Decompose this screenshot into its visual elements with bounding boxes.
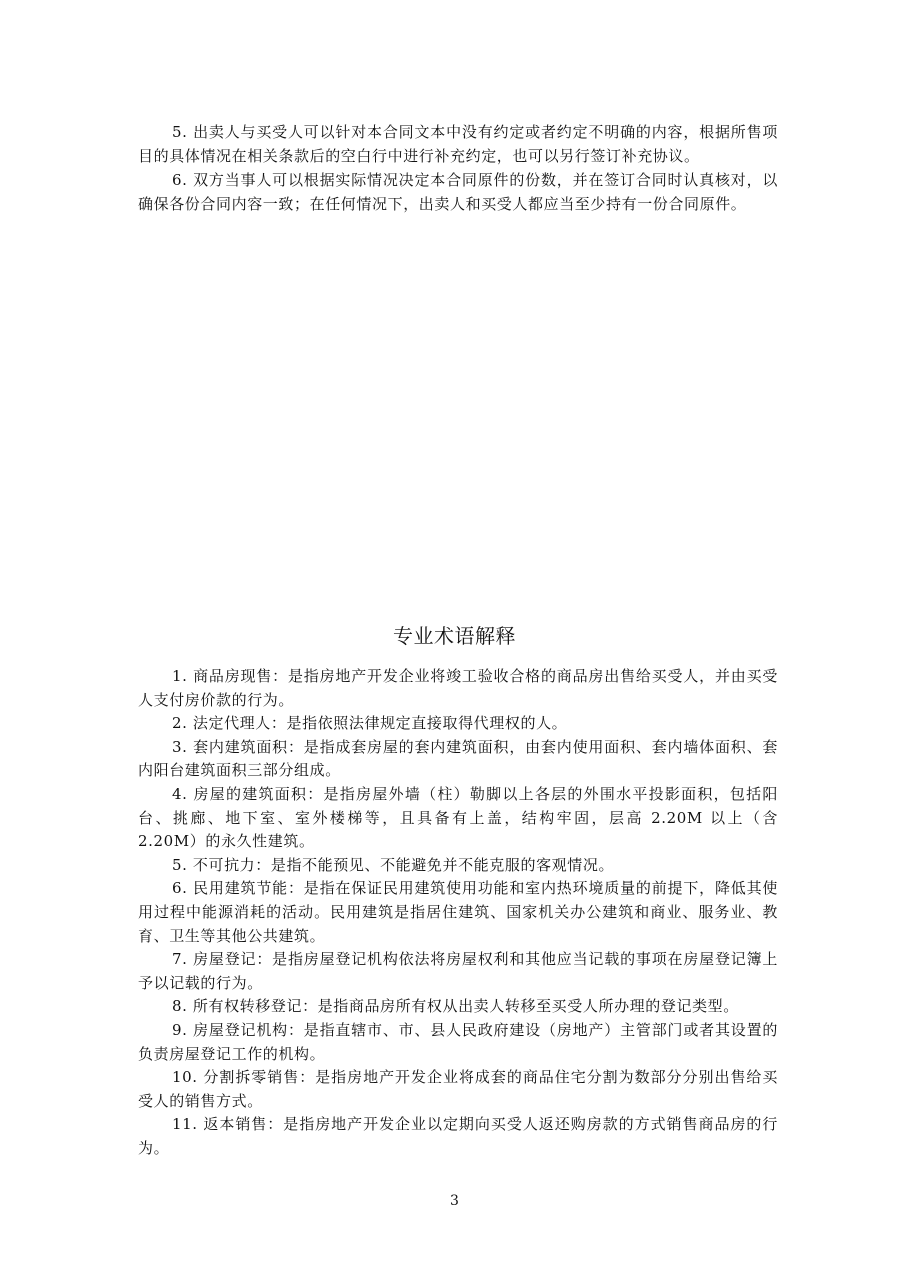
term-item: 4. 房屋的建筑面积：是指房屋外墙（柱）勒脚以上各层的外围水平投影面积，包括阳台、挑廊、地下室、室外楼梯等，且具备有上盖，结构牢固，层高 2.20M 以上（含 2.20M）的永久性建筑。 (138, 784, 778, 851)
page-number: 3 (450, 1193, 459, 1209)
term-item: 2. 法定代理人：是指依照法律规定直接取得代理权的人。 (172, 714, 568, 733)
term-item: 11. 返本销售：是指房地产开发企业以定期向买受人返还购房款的方式销售商品房的行为。 (138, 1115, 778, 1157)
term-item: 3. 套内建筑面积：是指成套房屋的套内建筑面积，由套内使用面积、套内墙体面积、套内阳台建筑面积三部分组成。 (138, 737, 778, 780)
term-item: 1. 商品房现售：是指房地产开发企业将竣工验收合格的商品房出售给买受人，并由买受人支付房价款的行为。 (138, 667, 778, 709)
terms-list (138, 665, 778, 1160)
term-item: 5. 不可抗力：是指不能预见、不能避免并不能克服的客观情况。 (172, 855, 615, 874)
intro-paragraph-6: 6. 双方当事人可以根据实际情况决定本合同原件的份数，并在签订合同时认真核对，以确保各份合同内容一致；在任何情况下，出卖人和买受人都应当至少持有一份合同原件。 (138, 171, 778, 213)
term-item: 9. 房屋登记机构：是指直辖市、市、县人民政府建设（房地产）主管部门或者其设置的负责房屋登记工作的机构。 (138, 1020, 778, 1063)
intro-paragraph-5: 5. 出卖人与买受人可以针对本合同文本中没有约定或者约定不明确的内容，根据所售项目的具体情况在相关条款后的空白行中进行补充约定，也可以另行签订补充协议。 (138, 123, 778, 165)
term-item: 6. 民用建筑节能：是指在保证民用建筑使用功能和室内热环境质量的前提下，降低其使用过程中能源消耗的活动。民用建筑是指居住建筑、国家机关办公建筑和商业、服务业、教育、卫生等其他公共建筑。 (138, 879, 778, 945)
section-title: 专业术语解释 (393, 624, 516, 648)
term-item: 8. 所有权转移登记：是指商品房所有权从出卖人转移至买受人所办理的登记类型。 (172, 997, 739, 1016)
term-item: 10. 分割拆零销售：是指房地产开发企业将成套的商品住宅分割为数部分分别出售给买受人的销售方式。 (138, 1068, 778, 1110)
term-item: 7. 房屋登记：是指房屋登记机构依法将房屋权利和其他应当记载的事项在房屋登记簿上予以记载的行为。 (138, 950, 778, 992)
intro-text-block (138, 120, 778, 216)
